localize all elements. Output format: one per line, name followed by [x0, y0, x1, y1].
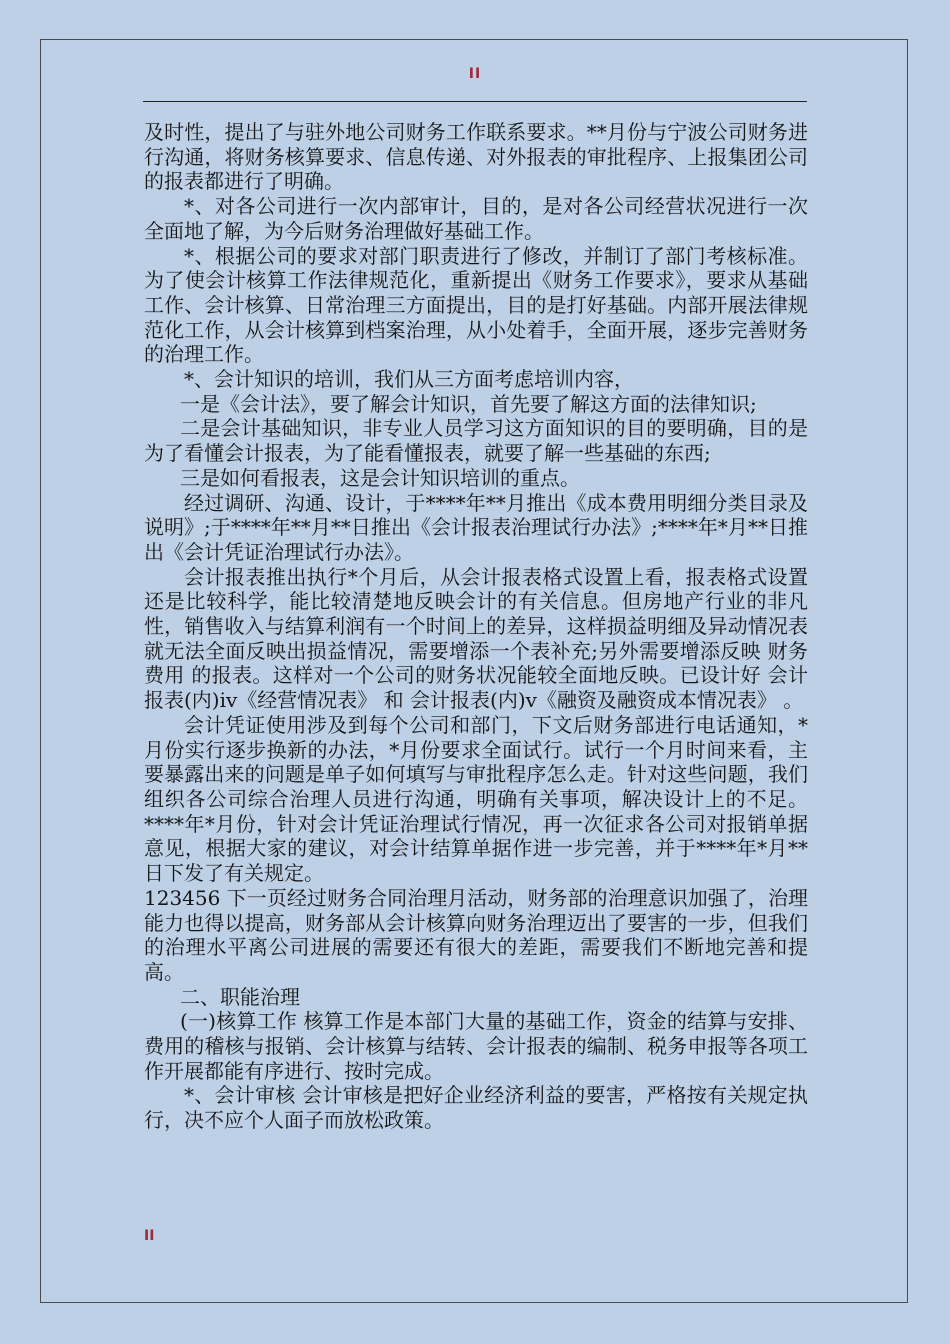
- paragraph: 三是如何看报表，这是会计知识培训的重点。: [180, 465, 580, 490]
- document-body: [144, 120, 808, 1133]
- paragraph: *、对各公司进行一次内部审计，目的，是对各公司经营状况进行一次全面地了解，为今后财务治理做好基础工作。: [144, 194, 808, 243]
- paragraph: 二是会计基础知识，非专业人员学习这方面知识的目的要明确，目的是为了看懂会计报表，为了能看懂报表，就要了解一些基础的东西;: [144, 416, 808, 466]
- paragraph: 一是《会计法》，要了解会计知识，首先要了解这方面的法律知识;: [180, 391, 757, 416]
- paragraph: *、根据公司的要求对部门职责进行了修改，并制订了部门考核标准。为了使会计核算工作法律规范化，重新提出《财务工作要求》，要求从基础工作、会计核算、日常治理三方面提出，目的是打好基础。内部开展法律规范化工作，从会计核算到档案治理，从小处着手，全面开展，逐步完善财务的治理工作。: [144, 243, 808, 367]
- header-mark: II: [468, 66, 482, 82]
- paragraph: 会计报表推出执行*个月后，从会计报表格式设置上看，报表格式设置还是比较科学，能比较清楚地反映会计的有关信息。但房地产行业的非凡性，销售收入与结算利润有一个时间上的差异，这样损益明细及异动情况表 就无法全面反映出损益情况，需要增添一个表补充;另外需要增添反映 财务费用 的报表。这样对一个公司的财务状况能较全面地反映。已设计好 会计报表(内)iv《经营情况表》 和 会计报表(内)v《融资及融资成本情况表》 。: [144, 564, 808, 713]
- paragraph: *、会计知识的培训，我们从三方面考虑培训内容，: [184, 367, 634, 392]
- section-heading: 二、职能治理: [180, 984, 300, 1009]
- paragraph: 经过调研、沟通、设计，于****年**月推出《成本费用明细分类目录及说明》;于****年**月**日推出《会计报表治理试行办法》;****年*月**日推出《会计凭证治理试行办法》。: [144, 490, 808, 564]
- paragraph: 及时性，提出了与驻外地公司财务工作联系要求。**月份与宁波公司财务进行沟通，将财务核算要求、信息传递、对外报表的审批程序、上报集团公司的报表都进行了明确。: [144, 120, 808, 194]
- header-rule: [143, 101, 807, 102]
- paragraph: 会计凭证使用涉及到每个公司和部门，下文后财务部进行电话通知，*月份实行逐步换新的办法，*月份要求全面试行。试行一个月时间来看，主要暴露出来的问题是单子如何填写与审批程序怎么走。针对这些问题，我们组织各公司综合治理人员进行沟通，明确有关事项，解决设计上的不足。****年*月份，针对会计凭证治理试行情况，再一次征求各公司对报销单据意见，根据大家的建议，对会计结算单据作进一步完善，并于****年*月**日下发了有关规定。: [144, 712, 808, 886]
- paragraph: *、会计审核 会计审核是把好企业经济利益的要害，严格按有关规定执行，决不应个人面子而放松政策。: [144, 1083, 808, 1133]
- paragraph: 123456 下一页经过财务合同治理月活动，财务部的治理意识加强了，治理能力也得以提高，财务部从会计核算向财务治理迈出了要害的一步，但我们的治理水平离公司进展的需要还有很大的差距，需要我们不断地完善和提高。: [144, 885, 808, 984]
- footer-mark: II: [144, 1228, 155, 1244]
- paragraph: (一)核算工作 核算工作是本部门大量的基础工作，资金的结算与安排、费用的稽核与报销、会计核算与结转、会计报表的编制、税务申报等各项工作开展都能有序进行、按时完成。: [144, 1009, 808, 1083]
